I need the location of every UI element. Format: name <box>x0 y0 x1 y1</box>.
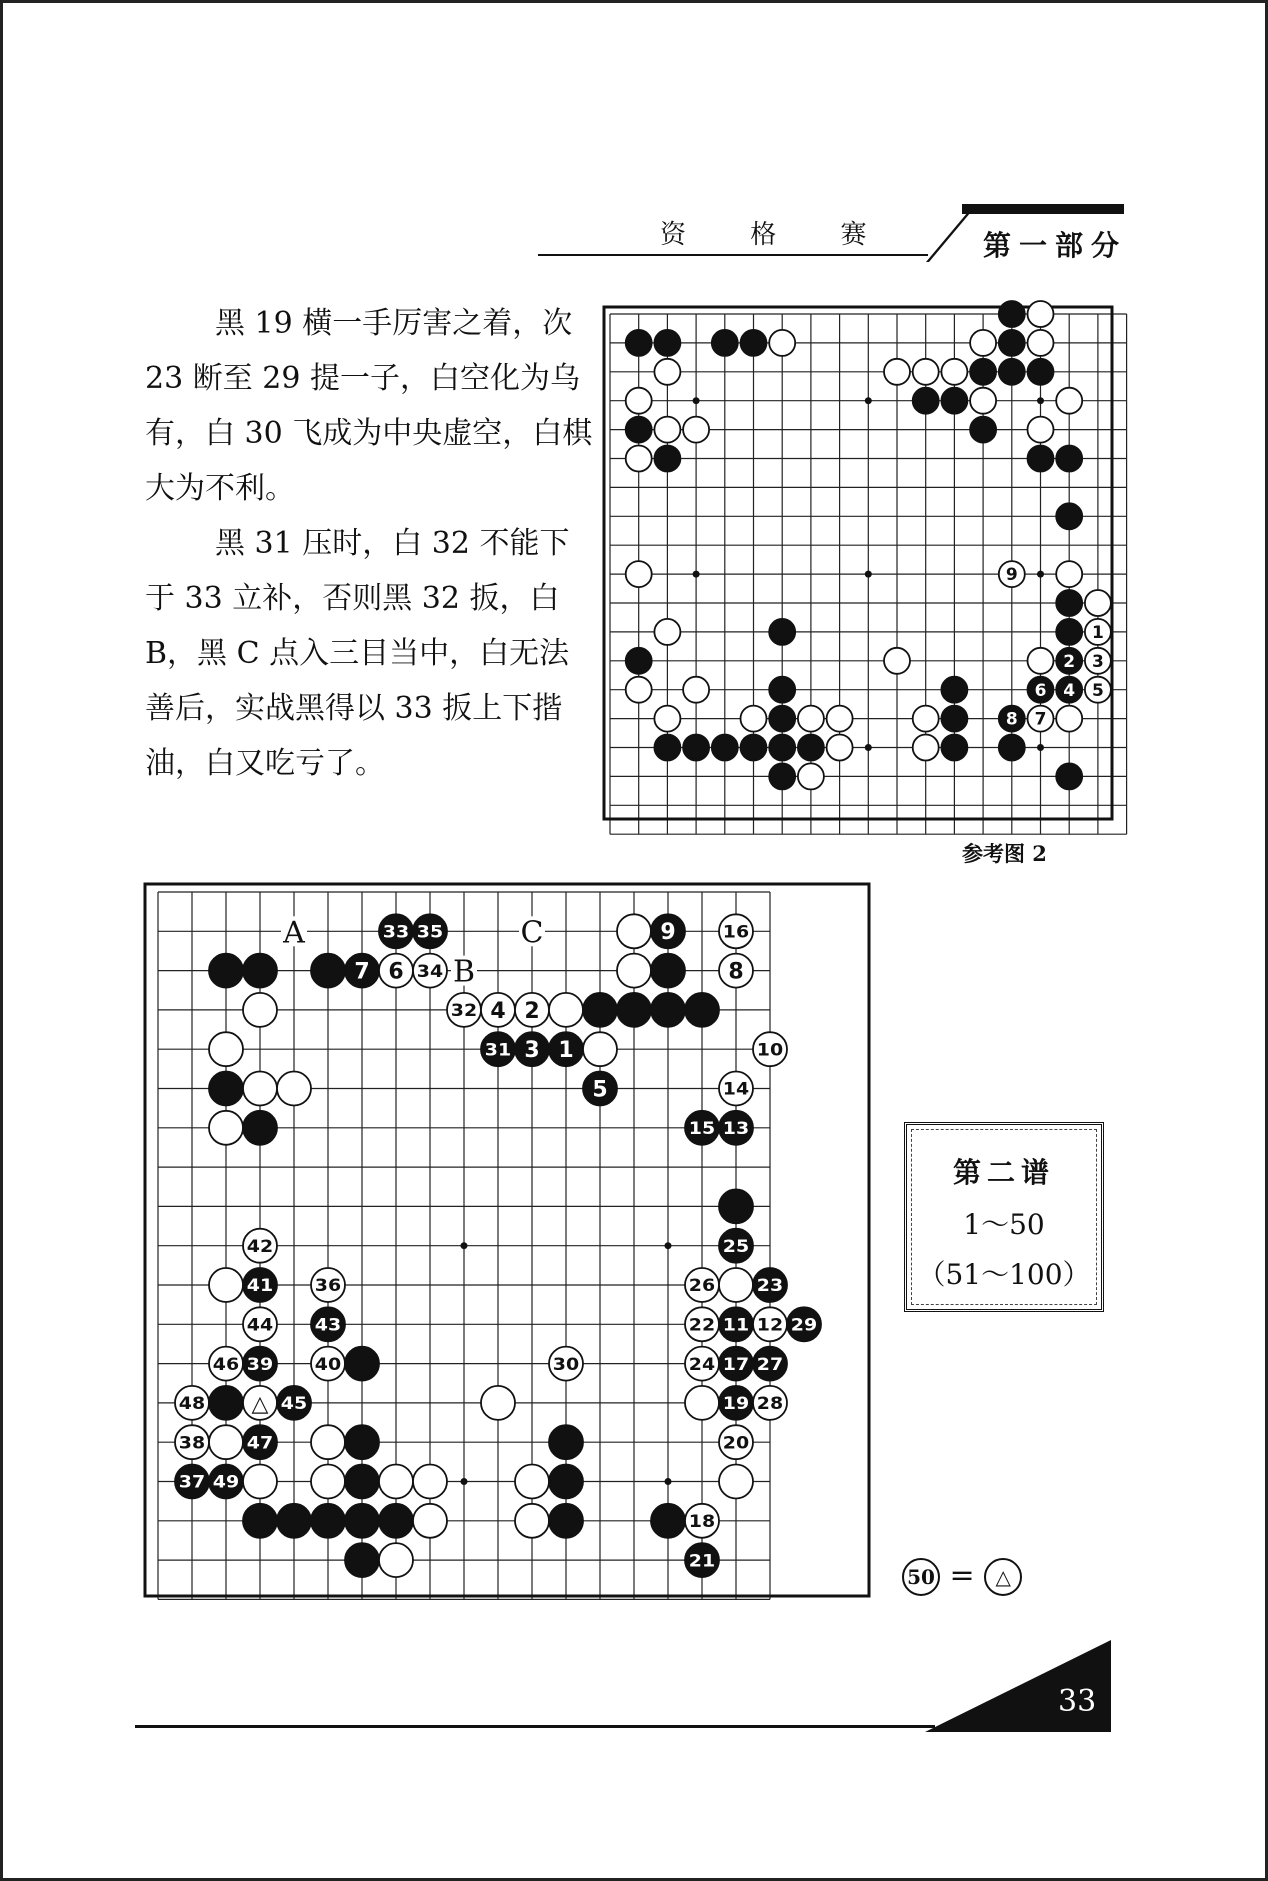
move-number: 43 <box>314 1315 342 1336</box>
move-number: 22 <box>688 1315 716 1336</box>
move-number: 23 <box>756 1276 784 1297</box>
move-number: 4 <box>490 998 506 1024</box>
move-number: 31 <box>484 1040 512 1061</box>
black-stone <box>719 1189 753 1223</box>
point-label: A <box>283 915 305 951</box>
move-number: 18 <box>688 1511 716 1532</box>
record-legend <box>904 1122 1104 1312</box>
move-number: 34 <box>416 961 444 982</box>
move-number: 1 <box>558 1038 574 1064</box>
note-triangle-marker: △ <box>984 1558 1022 1596</box>
move-number: 49 <box>212 1472 240 1493</box>
black-stone <box>549 1465 583 1499</box>
point-label: C <box>520 915 544 951</box>
move-number: 21 <box>688 1551 716 1572</box>
white-stone <box>515 1465 549 1499</box>
white-stone <box>209 1111 243 1145</box>
black-stone <box>549 1504 583 1538</box>
white-stone <box>209 1268 243 1302</box>
move-number: 37 <box>178 1472 206 1493</box>
move-number: 32 <box>450 1001 478 1022</box>
white-stone <box>617 954 651 988</box>
white-stone <box>311 1465 345 1499</box>
black-stone <box>345 1347 379 1381</box>
white-stone <box>379 1543 413 1577</box>
white-stone <box>379 1465 413 1499</box>
white-stone <box>481 1386 515 1420</box>
move-number: 14 <box>722 1079 750 1100</box>
black-stone <box>549 1425 583 1459</box>
move-number: 33 <box>382 922 410 943</box>
move-number: 6 <box>388 959 404 985</box>
move-number: 3 <box>1091 651 1104 672</box>
star-point <box>665 1478 672 1485</box>
running-title: 资 格 赛 <box>660 220 895 250</box>
page-number: 33 <box>1058 1684 1097 1719</box>
move-number: 19 <box>722 1394 750 1415</box>
black-stone <box>345 1425 379 1459</box>
move-number: 15 <box>688 1118 716 1139</box>
white-stone <box>243 1072 277 1106</box>
white-stone <box>617 914 651 948</box>
black-stone <box>243 954 277 988</box>
white-stone <box>719 1268 753 1302</box>
move-number: 48 <box>178 1394 206 1415</box>
board-grid <box>145 884 869 1599</box>
star-point <box>461 1478 468 1485</box>
move-note <box>902 1558 1022 1596</box>
move-number: 26 <box>688 1276 716 1297</box>
legend-title: 第二谱 <box>952 1156 1055 1189</box>
white-stone <box>515 1504 549 1538</box>
move-number: 12 <box>756 1315 784 1336</box>
move-number: 7 <box>1034 709 1047 730</box>
black-stone <box>583 993 617 1027</box>
move-number: 13 <box>722 1118 750 1139</box>
move-number: 41 <box>246 1276 274 1297</box>
white-stone <box>413 1465 447 1499</box>
move-number: 38 <box>178 1433 206 1454</box>
footer-rule <box>135 1725 935 1728</box>
star-point <box>665 1242 672 1249</box>
move-number: 47 <box>246 1433 274 1454</box>
move-number: 8 <box>1005 709 1018 730</box>
black-stone <box>651 1504 685 1538</box>
move-number: 28 <box>756 1394 784 1415</box>
move-number: 42 <box>246 1236 274 1257</box>
black-stone <box>209 1386 243 1420</box>
move-number: 17 <box>722 1354 750 1375</box>
black-stone <box>685 993 719 1027</box>
black-stone <box>651 954 685 988</box>
move-number: 24 <box>688 1354 716 1375</box>
move-number: 30 <box>552 1354 580 1375</box>
black-stone <box>209 1072 243 1106</box>
white-stone <box>583 1032 617 1066</box>
white-stone <box>311 1425 345 1459</box>
black-stone <box>311 1504 345 1538</box>
black-stone <box>243 1111 277 1145</box>
move-number: 36 <box>314 1276 342 1297</box>
move-number: 10 <box>756 1040 784 1061</box>
move-number: 40 <box>314 1354 342 1375</box>
reference-caption: 参考图 2 <box>962 841 1047 866</box>
black-stone <box>345 1543 379 1577</box>
move-number: 27 <box>756 1354 784 1375</box>
point-label: B <box>452 954 476 990</box>
white-stone <box>277 1072 311 1106</box>
move-number: 8 <box>728 959 744 985</box>
move-number: △ <box>251 1391 269 1417</box>
legend-range: 1～50 <box>963 1208 1045 1241</box>
black-stone <box>345 1465 379 1499</box>
black-stone <box>311 954 345 988</box>
white-stone <box>243 993 277 1027</box>
move-number: 3 <box>524 1038 540 1064</box>
move-number: 7 <box>354 959 370 985</box>
note-equals: = <box>949 1558 975 1593</box>
move-number: 5 <box>592 1077 608 1103</box>
move-number: 35 <box>416 922 444 943</box>
black-stone <box>209 954 243 988</box>
move-number: 16 <box>722 922 750 943</box>
move-number: 9 <box>1005 565 1018 586</box>
white-stone <box>209 1425 243 1459</box>
black-stone <box>345 1504 379 1538</box>
white-stone <box>209 1032 243 1066</box>
white-stone <box>719 1465 753 1499</box>
move-number: 2 <box>524 998 540 1024</box>
black-stone <box>617 993 651 1027</box>
move-number: 29 <box>790 1315 818 1336</box>
black-stone <box>379 1504 413 1538</box>
move-number: 5 <box>1091 680 1104 701</box>
move-number: 46 <box>212 1354 240 1375</box>
move-number: 44 <box>246 1315 274 1336</box>
note-move-number: 50 <box>902 1558 940 1596</box>
white-stone <box>685 1386 719 1420</box>
move-number: 25 <box>722 1236 750 1257</box>
move-number: 4 <box>1063 680 1076 701</box>
white-stone <box>549 993 583 1027</box>
white-stone <box>413 1504 447 1538</box>
part-label: 第一部分 <box>983 229 1128 262</box>
move-number: 1 <box>1091 623 1104 644</box>
black-stone <box>243 1504 277 1538</box>
move-number: 45 <box>280 1394 308 1415</box>
move-number: 20 <box>722 1433 750 1454</box>
move-number: 9 <box>660 920 676 946</box>
move-number: 6 <box>1034 680 1047 701</box>
star-point <box>461 1242 468 1249</box>
black-stone <box>651 993 685 1027</box>
paragraph: 黑 31 压时，白 32 不能下于 33 立补，否则黑 32 扳，白 B，黑 C 点入三目当中，白无法善后，实战黑得以 33 扳上下揩油，白又吃亏了。 <box>145 526 570 781</box>
paragraph: 黑 19 横一手厉害之着，次 23 断至 29 提一子，白空化为乌有，白 30 飞成为中央虚空，白棋大为不利。 <box>145 306 593 506</box>
move-number: 11 <box>722 1315 750 1336</box>
move-number: 2 <box>1063 651 1076 672</box>
move-number: 39 <box>246 1354 274 1375</box>
white-stone <box>243 1465 277 1499</box>
legend-extra: （51～100） <box>917 1258 1091 1291</box>
black-stone <box>277 1504 311 1538</box>
